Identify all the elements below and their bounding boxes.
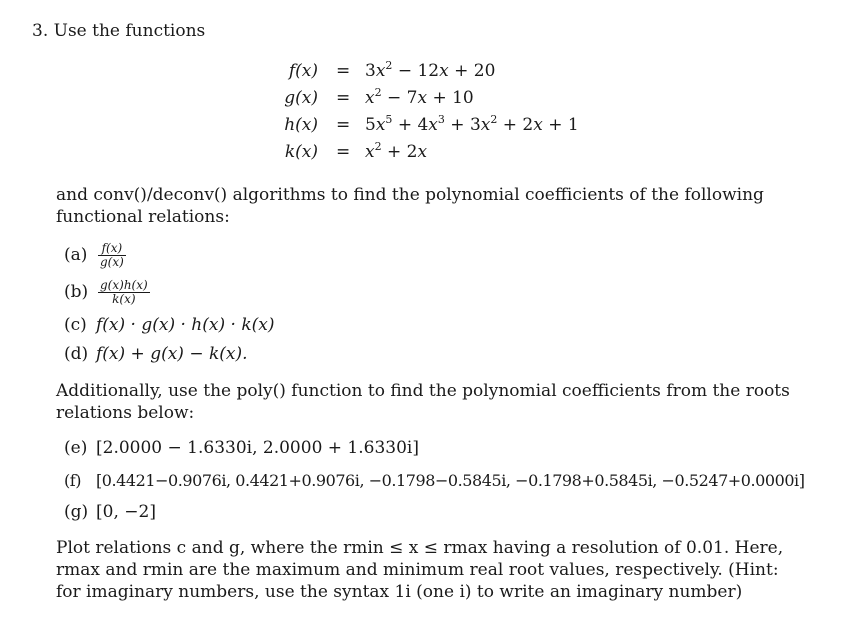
equation-lhs: g(x) bbox=[284, 88, 318, 108]
item-roots: [0, −2] bbox=[96, 502, 156, 522]
instruction-paragraph: and conv()/deconv() algorithms to find the polynomial coefficients of the following functional relations: bbox=[56, 185, 764, 227]
equation-rhs: $3x^2 - 12x + 20$ bbox=[365, 59, 496, 81]
item-label: (a) bbox=[64, 245, 88, 265]
fraction-numerator: g(x)h(x) bbox=[100, 278, 148, 292]
item-roots: [0.4421−0.9076i, 0.4421+0.9076i, −0.1798−0.5845i, −0.1798+0.5845i, −0.5247+0.0000i] bbox=[96, 471, 805, 490]
equals-sign: = bbox=[336, 142, 351, 162]
item-roots: [2.0000 − 1.6330i, 2.0000 + 1.6330i] bbox=[96, 438, 419, 458]
item-label: (d) bbox=[64, 344, 89, 364]
equals-sign: = bbox=[336, 88, 351, 108]
fraction bbox=[98, 279, 150, 306]
item-expression: f(x) · g(x) · h(x) · k(x) bbox=[96, 315, 275, 335]
fraction-denominator: g(x) bbox=[100, 255, 124, 269]
fraction-numerator: f(x) bbox=[98, 242, 126, 256]
problem-heading: 3. Use the functions bbox=[32, 21, 206, 41]
equation-f bbox=[0, 60, 855, 86]
equals-sign: = bbox=[336, 115, 351, 135]
equation-rhs: $x^2 + 2x$ bbox=[365, 140, 428, 162]
item-d bbox=[64, 343, 248, 365]
instruction-paragraph: Additionally, use the poly() function to find the polynomial coefficients from the roots relations below: bbox=[56, 381, 790, 423]
item-f bbox=[64, 470, 805, 492]
equation-k bbox=[0, 141, 855, 167]
item-b bbox=[64, 277, 150, 307]
equation-h bbox=[0, 114, 855, 140]
item-g bbox=[64, 501, 156, 523]
item-e bbox=[64, 437, 419, 459]
equation-rhs: $x^2 - 7x + 10$ bbox=[365, 86, 474, 108]
equals-sign: = bbox=[336, 61, 351, 81]
item-a bbox=[64, 240, 126, 270]
equation-lhs: f(x) bbox=[288, 61, 318, 81]
fraction-denominator: k(x) bbox=[112, 292, 136, 306]
item-c bbox=[64, 314, 274, 336]
equation-lhs: h(x) bbox=[284, 115, 318, 135]
item-label: (f) bbox=[64, 471, 82, 490]
equation-lhs: k(x) bbox=[284, 142, 318, 162]
plot-instruction-paragraph: Plot relations c and g, where the rmin ≤ x ≤ rmax having a resolution of 0.01. Here, rmax and rmin are the maximum and minimum real root values, respectively. (Hint: for imaginary numbers, use the syntax 1i (one i) to write an imaginary number) bbox=[56, 538, 784, 602]
item-label: (b) bbox=[64, 282, 89, 302]
item-label: (g) bbox=[64, 502, 89, 522]
item-label: (e) bbox=[64, 438, 88, 458]
equation-rhs: $5x^5 + 4x^3 + 3x^2 + 2x + 1$ bbox=[365, 113, 579, 135]
fraction bbox=[98, 242, 126, 269]
equation-g bbox=[0, 87, 855, 113]
item-label: (c) bbox=[64, 315, 87, 335]
item-expression: f(x) + g(x) − k(x). bbox=[96, 344, 248, 364]
